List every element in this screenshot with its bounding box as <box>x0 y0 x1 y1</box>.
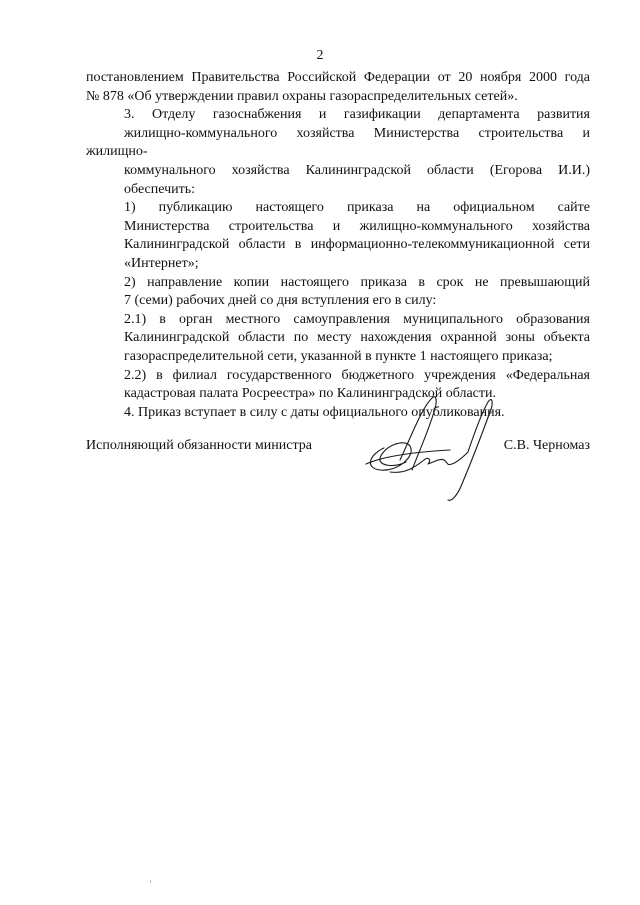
paragraph-continuation <box>86 69 590 106</box>
signatory-title: Исполняющий обязанности министра <box>86 438 312 453</box>
text-line: обеспечить: <box>124 181 195 197</box>
text-line: 3. Отделу газоснабжения и газификации департамента развития <box>124 107 590 123</box>
text-line: «Интернет»; <box>124 255 199 271</box>
paragraph-item-1 <box>86 199 590 273</box>
paragraph-item-3 <box>86 106 590 199</box>
text-line: № 878 «Об утверждении правил охраны газораспределительных сетей». <box>86 88 518 104</box>
handwritten-signature <box>354 390 504 506</box>
text-line: газораспределительной сети, указанной в пункте 1 настоящего приказа; <box>124 348 553 364</box>
signature-block <box>86 432 590 512</box>
paragraph-item-2-2 <box>86 367 590 404</box>
text-line: кадастровая палата Росреестра» по Калининградской области. <box>124 386 496 402</box>
text-line: постановлением Правительства Российской Федерации от 20 ноября 2000 года <box>86 70 590 85</box>
text-line: Министерства строительства и жилищно-коммунального хозяйства <box>124 218 590 234</box>
text-line: 2.1) в орган местного самоуправления муниципального образования <box>124 311 590 327</box>
text-line: 7 (семи) рабочих дней со дня вступления его в силу: <box>124 293 437 309</box>
text-line: Калининградской области в информационно-телекоммуникационной сети <box>124 237 590 253</box>
paragraph-item-2 <box>86 274 590 311</box>
text-line: жилищно-коммунального хозяйства Министерства строительства и жилищно- <box>86 125 590 160</box>
signatory-name: С.В. Черномаз <box>503 438 590 453</box>
text-line: 2) направление копии настоящего приказа в срок не превышающий <box>124 274 590 290</box>
paragraph-item-2-1 <box>86 311 590 367</box>
page-number: 2 <box>316 48 324 63</box>
text-line: 4. Приказ вступает в силу с даты официального опубликования. <box>124 404 505 420</box>
text-line: 1) публикацию настоящего приказа на официальном сайте <box>124 200 590 216</box>
document-body <box>86 69 590 422</box>
text-line: коммунального хозяйства Калининградской области (Егорова И.И.) <box>124 162 590 178</box>
text-line: 2.2) в филиал государственного бюджетного учреждения «Федеральная <box>124 367 590 383</box>
text-line: Калининградской области по месту нахождения охранной зоны объекта <box>124 330 590 346</box>
paragraph-item-4 <box>86 404 590 423</box>
scan-speck <box>150 880 151 883</box>
